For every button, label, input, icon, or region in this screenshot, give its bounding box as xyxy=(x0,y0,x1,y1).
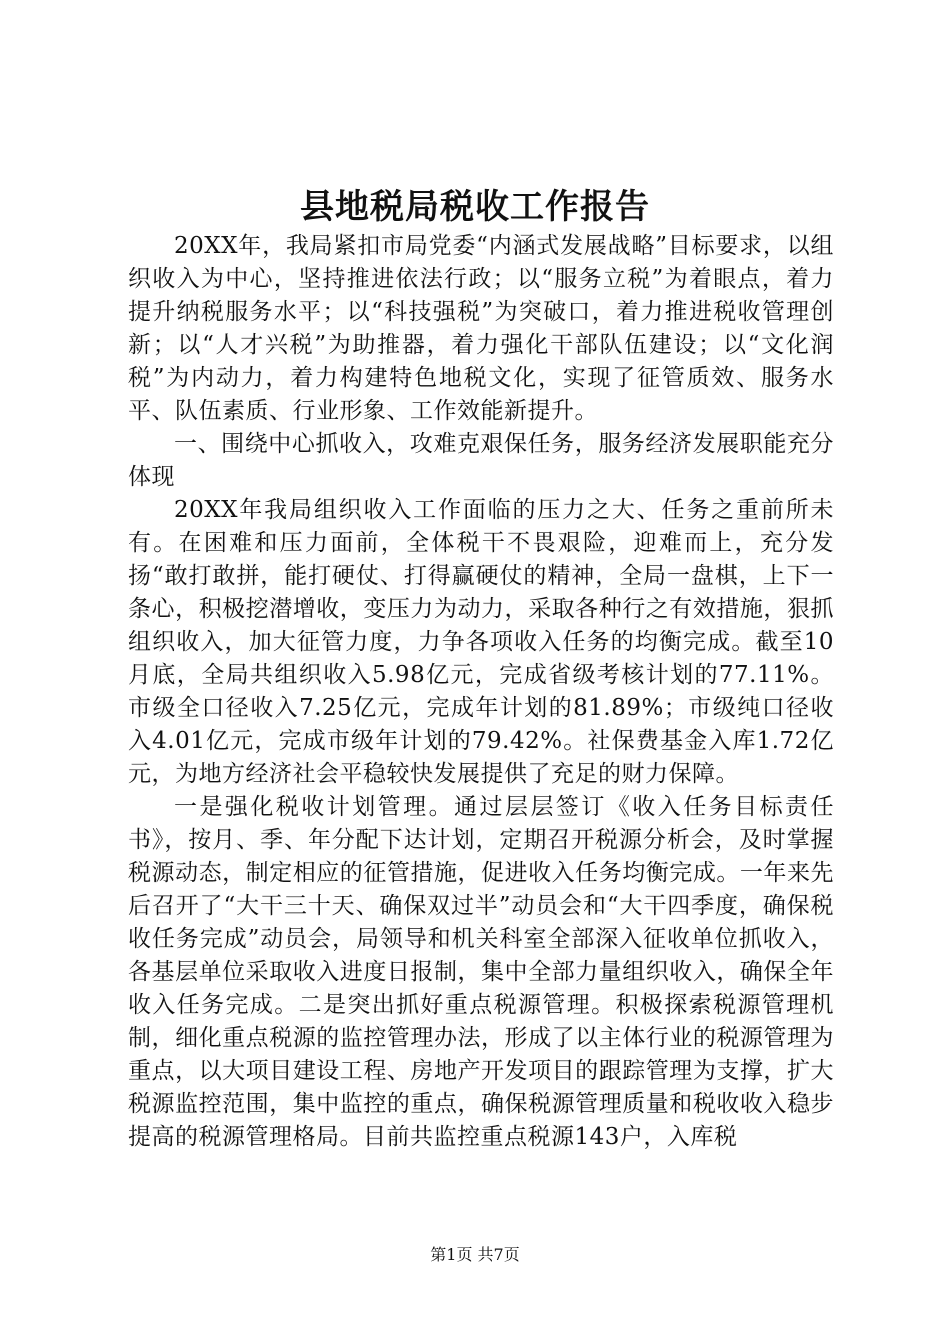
paragraph-revenue: 20XX年我局组织收入工作面临的压力之大、任务之重前所未有。在困难和压力面前，全体税干不畏艰险，迎难而上，充分发扬“敢打敢拼，能打硬仗、打得赢硬仗的精神，全局一盘棋，上下一条心，积极挖潜增收，变压力为动力，采取各种行之有效措施，狠抓组织收入，加大征管力度，力争各项收入任务的均衡完成。截至10月底，全局共组织收入5.98亿元，完成省级考核计划的77.11%。市级全口径收入7.25亿元，完成年计划的81.89%；市级纯口径收入4.01亿元，完成市级年计划的79.42%。社保费基金入库1.72亿元，为地方经济社会平稳较快发展提供了充足的财力保障。 xyxy=(128,497,834,787)
section-heading: 一、围绕中心抓收入，攻难克艰保任务，服务经济发展职能充分体现 xyxy=(128,431,834,490)
paragraph-tax-planning: 一是强化税收计划管理。通过层层签订《收入任务目标责任书》，按月、季、年分配下达计划，定期召开税源分析会，及时掌握税源动态，制定相应的征管措施，促进收入任务均衡完成。一年来先后召开了“大干三十天、确保双过半”动员会和“大干四季度，确保税收任务完成”动员会，局领导和机关科室全部深入征收单位抓收入，各基层单位采取收入进度日报制，集中全部力量组织收入，确保全年收入任务完成。二是突出抓好重点税源管理。积极探索税源管理机制，细化重点税源的监控管理办法，形成了以主体行业的税源管理为重点，以大项目建设工程、房地产开发项目的跟踪管理为支撑，扩大税源监控范围，集中监控的重点，确保税源管理质量和税收收入稳步提高的税源管理格局。目前共监控重点税源143户，入库税 xyxy=(128,794,834,1150)
document-body xyxy=(128,230,834,1154)
page-footer: 第1页 共7页 xyxy=(430,1245,520,1264)
paragraph-intro: 20XX年，我局紧扣市局党委“内涵式发展战略”目标要求，以组织收入为中心，坚持推进依法行政；以“服务立税”为着眼点，着力提升纳税服务水平；以“科技强税”为突破口，着力推进税收管理创新；以“人才兴税”为助推器，着力强化干部队伍建设；以“文化润税”为内动力，着力构建特色地税文化，实现了征管质效、服务水平、队伍素质、行业形象、工作效能新提升。 xyxy=(128,233,834,424)
document-title: 县地税局税收工作报告 xyxy=(300,187,650,227)
